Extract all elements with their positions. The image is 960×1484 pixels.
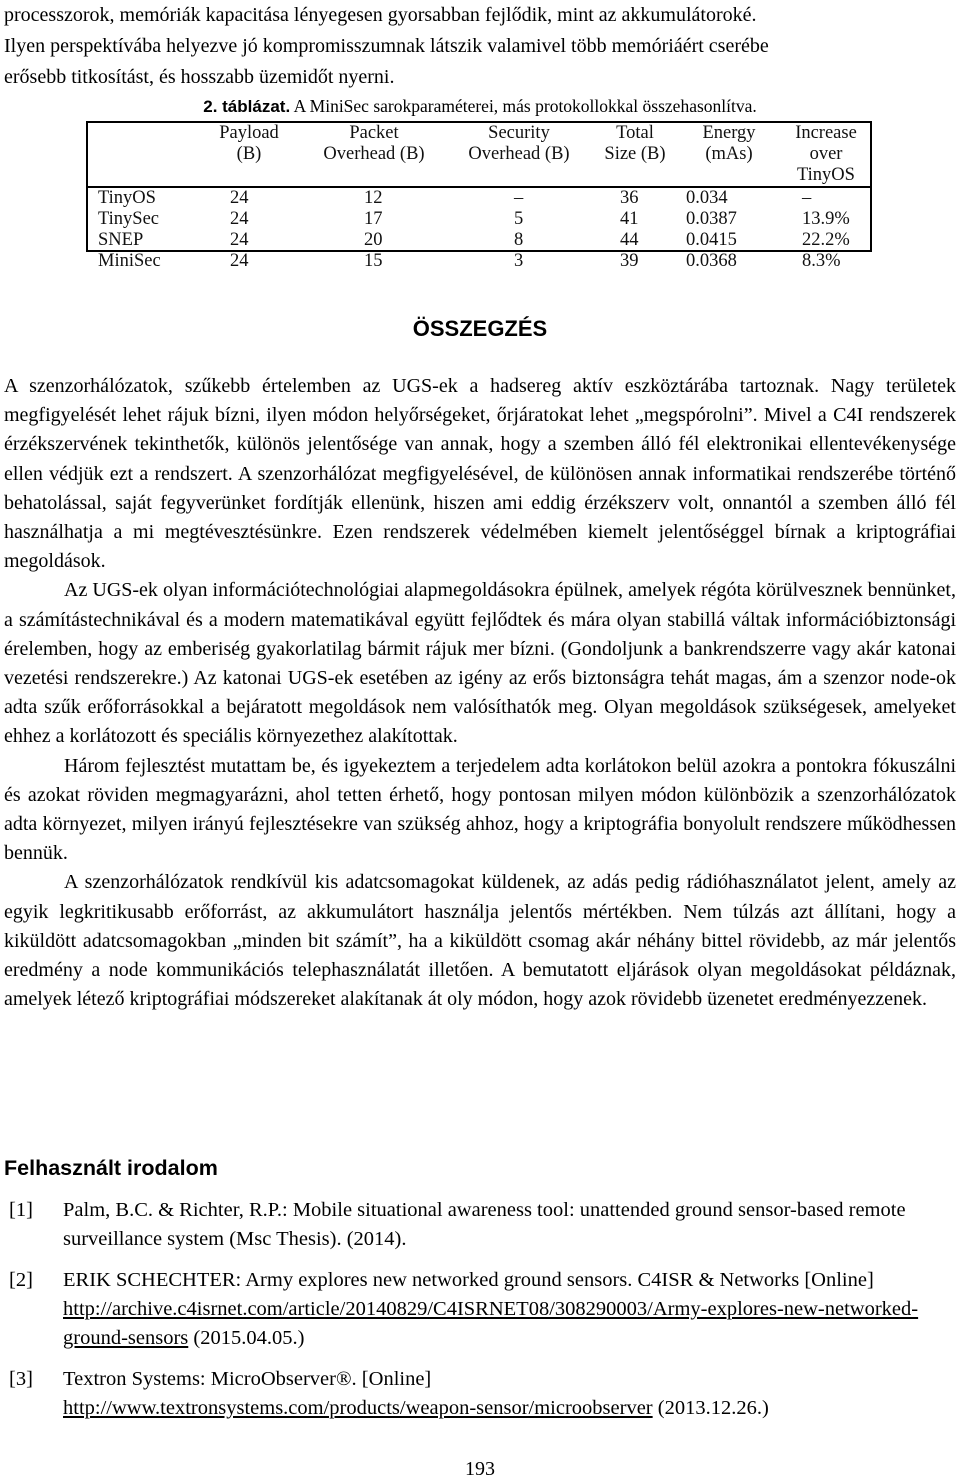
cell-payload: 24 bbox=[230, 230, 249, 250]
cell-packet-overhead: 20 bbox=[364, 230, 383, 250]
column-header-increase: Increase over TinyOS bbox=[795, 123, 857, 185]
reference-text: Textron Systems: MicroObserver®. [Online] bbox=[63, 1368, 432, 1390]
column-header-packet-overhead: Packet Overhead (B) bbox=[323, 123, 425, 164]
reference-item bbox=[0, 1266, 960, 1353]
cell-total-size: 44 bbox=[620, 230, 639, 250]
cell-total-size: 39 bbox=[620, 251, 639, 271]
reference-link[interactable]: http://www.textronsystems.com/products/weapon-sensor/microobserver bbox=[63, 1397, 653, 1419]
column-header-protocol bbox=[88, 123, 194, 187]
cell-security-overhead: 3 bbox=[514, 251, 524, 271]
reference-text: Palm, B.C. & Richter, R.P.: Mobile situational awareness tool: unattended ground sensor-based remote surveillance system (Msc Thesis). (2014). bbox=[63, 1199, 906, 1250]
table-caption-label: 2. táblázat. bbox=[203, 97, 291, 116]
cell-protocol: SNEP bbox=[98, 230, 144, 250]
cell-packet-overhead: 15 bbox=[364, 251, 383, 271]
cell-protocol: TinyOS bbox=[98, 188, 156, 208]
references-heading: Felhasznált irodalom bbox=[4, 1156, 218, 1180]
cell-total-size: 36 bbox=[620, 188, 639, 208]
reference-access-date: (2015.04.05.) bbox=[193, 1327, 305, 1349]
intro-paragraph bbox=[4, 0, 956, 93]
cell-energy: 0.0415 bbox=[686, 230, 737, 250]
reference-item bbox=[0, 1196, 960, 1254]
page-number: 193 bbox=[465, 1458, 495, 1480]
table-header-row bbox=[88, 123, 870, 187]
cell-security-overhead: 5 bbox=[514, 209, 524, 229]
cell-payload: 24 bbox=[230, 188, 249, 208]
cell-increase: – bbox=[802, 188, 812, 208]
comparison-table bbox=[88, 123, 870, 272]
cell-increase: 22.2% bbox=[802, 230, 850, 250]
column-header-security-overhead: Security Overhead (B) bbox=[468, 123, 570, 164]
cell-payload: 24 bbox=[230, 209, 249, 229]
intro-line-3: erősebb titkosítást, és hosszabb üzemidőt nyerni. bbox=[4, 66, 395, 88]
reference-number: [2] bbox=[9, 1269, 33, 1291]
cell-energy: 0.0368 bbox=[686, 251, 737, 271]
cell-energy: 0.034 bbox=[686, 188, 728, 208]
table-row bbox=[88, 209, 870, 230]
cell-payload: 24 bbox=[230, 251, 249, 271]
reference-number: [1] bbox=[9, 1199, 33, 1221]
paragraph: A szenzorhálózatok rendkívül kis adatcsomagokat küldenek, az adás pedig rádióhasználatot jelent, amely az egyik legkritikusabb erőforrást, az akkumulátort használja jelentős mértékben. Nem túlzás azt állítani, hogy a kiküldött adatcsomagokban „minden bit számít”, ha a kiküldött csomag akár néhány bittel rövidebb, az már jelentős eredmény a node kommunikációs telephasználatát illetően. A bemutatott eljárások olyan megoldásokat példáznak, amelyek létező kriptográfiai módszereket alakítanak át oly módon, hogy azok rövidebb üzenetet eredményezzenek. bbox=[4, 871, 956, 1011]
reference-item bbox=[0, 1365, 960, 1423]
reference-access-date: (2013.12.26.) bbox=[657, 1397, 769, 1419]
cell-increase: 8.3% bbox=[802, 251, 841, 271]
paragraph: A szenzorhálózatok, szűkebb értelemben az UGS-ek a hadsereg aktív eszköztárába tartoznak. Nagy területek megfigyelését lehet rájuk bízni, ilyen módon helyőrségeket, őrjáratokat lehet „megspórolni”. Mivel a C4I rendszerek érzékszervének tekinthetők, különös jelentősége van annak, hogy a szemben álló fél elektronikai ellentevékenysége ellen védjük ezt a rendszert. A szenzorhálózat megfigyelésével, de különösen annak informatikai rendszerébe történő behatolással, saját fegyverünket fordítják ellenünk, hiszen ami eddig érzékszerv volt, onnantól a szemben álló fél használhatja a mi megtévesztésünkre. Ezen rendszerek védelmében kiemelt jelentőséggel bírnak a kriptográfiai megoldások. bbox=[4, 375, 956, 573]
paragraph: Az UGS-ek olyan információtechnológiai alapmegoldásokra épülnek, amelyek régóta körülvesznek bennünket, a számítástechnikával és a modern matematikával együtt fejlődtek és mára olyan stabillá váltak információbiztonsági érelemben, hogy az emberiség gyakorlatilag bármit rájuk mer bízni. (Gondoljunk a bankrendszerre vagy akár katonai vezetési rendszerekre.) Az katonai UGS-ek esetében az igény az erős biztonságra tehát magas, ám a szenzor node-ok adta szűk erőforrásokkal a bejáratott megoldások nem valósíthatók meg. Olyan megoldások szükségesek, amelyeket ehhez a korlátozott és speciális környezethez alakítottak. bbox=[4, 579, 956, 748]
intro-line-2: Ilyen perspektívába helyezve jó kompromisszumnak látszik valamivel több memóriáért cserébe bbox=[4, 35, 769, 57]
reference-text: ERIK SCHECHTER: Army explores new networked ground sensors. C4ISR & Networks [Online] bbox=[63, 1269, 874, 1291]
cell-protocol: TinySec bbox=[98, 209, 160, 229]
summary-body bbox=[4, 372, 956, 1014]
intro-line-1: processzorok, memóriák kapacitása lényegesen gyorsabban fejlődik, mint az akkumulátoroké. bbox=[4, 4, 757, 26]
paragraph: Három fejlesztést mutattam be, és igyekeztem a terjedelem adta korlátokon belül azokra a pontokra fókuszálni és azokat röviden megmagyarázni, ahol tetten érhető, hogy pontosan milyen módon különbözik a szenzorhálózatok adta környezet, milyen irányú fejlesztésekre van szükség ahhoz, hogy a kriptográfia bonyolult rendszere működhessen bennük. bbox=[4, 754, 956, 865]
cell-protocol: MiniSec bbox=[98, 251, 161, 271]
column-header-payload: Payload (B) bbox=[219, 123, 279, 164]
cell-security-overhead: 8 bbox=[514, 230, 524, 250]
table-row bbox=[88, 230, 870, 251]
table-caption-text: A MiniSec sarokparaméterei, más protokollokkal összehasonlítva. bbox=[293, 96, 757, 116]
cell-security-overhead: – bbox=[514, 188, 524, 208]
cell-packet-overhead: 12 bbox=[364, 188, 383, 208]
cell-energy: 0.0387 bbox=[686, 209, 737, 229]
table-row bbox=[88, 251, 870, 272]
table-caption bbox=[0, 94, 960, 119]
cell-packet-overhead: 17 bbox=[364, 209, 383, 229]
column-header-total-size: Total Size (B) bbox=[604, 123, 666, 164]
column-header-energy: Energy (mAs) bbox=[702, 123, 756, 164]
cell-increase: 13.9% bbox=[802, 209, 850, 229]
references-list bbox=[0, 1196, 960, 1435]
reference-number: [3] bbox=[9, 1368, 33, 1390]
reference-link[interactable]: http://archive.c4isrnet.com/article/20140829/C4ISRNET08/308290003/Army-explores-new-networked-ground-sensors bbox=[63, 1298, 919, 1349]
cell-total-size: 41 bbox=[620, 209, 639, 229]
section-heading: ÖSSZEGZÉS bbox=[412, 316, 548, 341]
table-row bbox=[88, 187, 870, 209]
comparison-table-frame bbox=[86, 121, 872, 271]
